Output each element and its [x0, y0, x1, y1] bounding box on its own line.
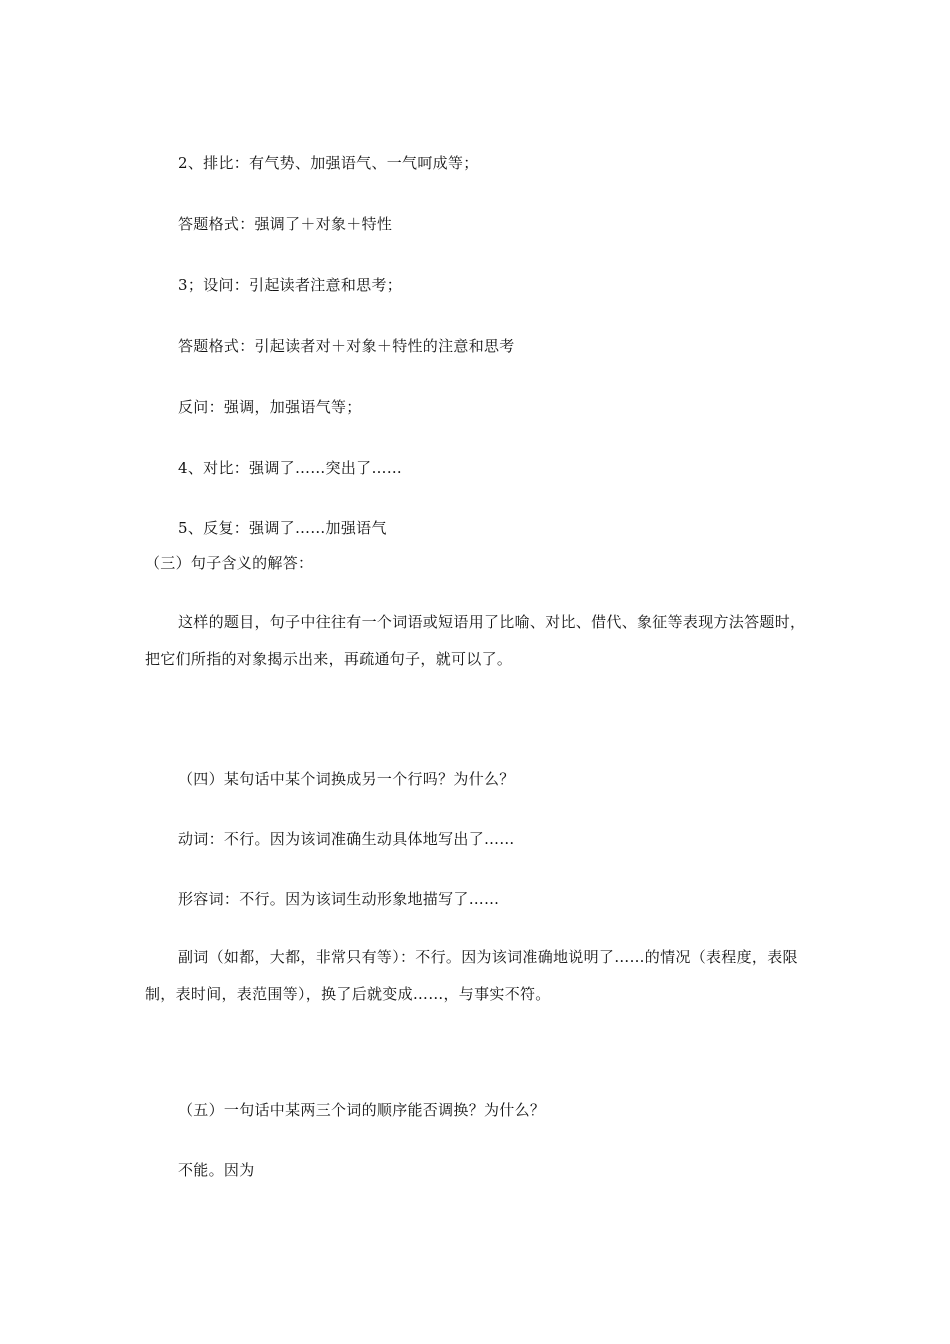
- paragraph-rhetorical-question-answer-format: 答题格式：引起读者对＋对象＋特性的注意和思考: [178, 337, 515, 355]
- paragraph-adjective: 形容词：不行。因为该词生动形象地描写了……: [178, 890, 500, 908]
- paragraph-parallelism: 2、排比：有气势、加强语气、一气呵成等；: [178, 154, 479, 172]
- section-heading-3: （三）句子含义的解答：: [145, 554, 314, 572]
- paragraph-rhetorical-question: 3；设问：引起读者注意和思考；: [178, 276, 403, 294]
- paragraph-parallelism-answer-format: 答题格式：强调了＋对象＋特性: [178, 215, 393, 233]
- section-heading-4: （四）某句话中某个词换成另一个行吗？为什么？: [178, 770, 515, 788]
- paragraph-contrast: 4、对比：强调了……突出了……: [178, 459, 403, 477]
- paragraph-repetition: 5、反复：强调了……加强语气: [178, 519, 387, 537]
- section-heading-5: （五）一句话中某两三个词的顺序能否调换？为什么？: [178, 1101, 546, 1119]
- paragraph-sentence-meaning: 这样的题目，句子中往往有一个词语或短语用了比喻、对比、借代、象征等表现方法答题时，把它们所指的对象揭示出来，再疏通句子，就可以了。: [145, 613, 806, 668]
- paragraph-cannot: 不能。因为: [178, 1161, 255, 1179]
- paragraph-adverb: 副词（如都，大都，非常只有等）：不行。因为该词准确地说明了……的情况（表程度，表限制，表时间，表范围等），换了后就变成……，与事实不符。: [145, 948, 798, 1003]
- paragraph-verb: 动词：不行。因为该词准确生动具体地写出了……: [178, 830, 515, 848]
- paragraph-counter-question: 反问：强调，加强语气等；: [178, 398, 362, 416]
